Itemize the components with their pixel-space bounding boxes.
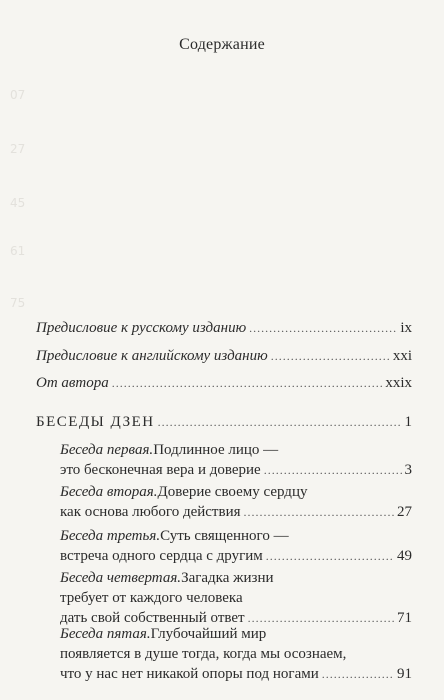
toc-entry-italic: Беседа вторая. — [60, 484, 158, 500]
dot-leader — [158, 412, 402, 432]
toc-line — [60, 664, 412, 684]
toc-page-number: 1 — [404, 414, 412, 430]
dot-leader — [271, 346, 390, 366]
bleed-through-mark: 61 — [10, 244, 26, 258]
dot-leader — [322, 664, 394, 684]
toc-line — [36, 346, 412, 366]
toc-entry-text: Суть священного — — [160, 528, 289, 544]
toc-line — [60, 644, 412, 664]
toc-page-number: 49 — [397, 548, 412, 564]
toc-line — [60, 624, 412, 644]
toc-entry-italic: Беседа третья. — [60, 528, 161, 544]
toc-line — [60, 546, 412, 566]
toc-line — [60, 460, 412, 480]
toc-page-number: ix — [400, 320, 412, 336]
toc-entry — [60, 624, 412, 684]
toc-entry-italic: Беседа четвертая. — [60, 570, 182, 586]
toc-line — [60, 502, 412, 522]
toc-line — [60, 440, 412, 460]
toc-section-heading — [36, 412, 412, 432]
page-title: Содержание — [179, 36, 265, 53]
bleed-through-mark: 45 — [10, 196, 26, 210]
bleed-through-mark: 07 — [10, 88, 26, 102]
toc-line — [36, 318, 412, 338]
toc-entry — [36, 373, 412, 393]
bleed-through-mark: 75 — [10, 296, 26, 310]
toc-entry — [60, 568, 412, 628]
toc-line — [60, 568, 412, 588]
toc-entry — [60, 526, 412, 566]
toc-entry-italic: Беседа первая. — [60, 442, 154, 458]
toc-line — [36, 373, 412, 393]
toc-entry-italic: Предисловие к английскому изданию — [36, 348, 268, 364]
toc-entry-text: Доверие своему сердцу — [157, 484, 308, 500]
toc-page-number: 3 — [404, 462, 412, 478]
dot-leader — [264, 460, 402, 480]
toc-entry-text: Подлинное лицо — — [153, 442, 279, 458]
toc-entry-italic: От автора — [36, 375, 109, 391]
toc-entry-text: БЕСЕДЫ ДЗЕН — [36, 414, 155, 430]
toc-entry — [60, 482, 412, 522]
toc-entry-italic: Предисловие к русскому изданию — [36, 320, 247, 336]
toc-line — [60, 526, 412, 546]
toc-entry — [36, 346, 412, 366]
toc-entry — [36, 318, 412, 338]
toc-line — [60, 588, 412, 608]
toc-entry-text: встреча одного сердца с другим — [60, 548, 263, 564]
bleed-through-mark: 27 — [10, 142, 26, 156]
dot-leader — [266, 546, 394, 566]
toc-page-number: xxix — [385, 375, 412, 391]
toc-entry-text: это бесконечная вера и доверие — [60, 462, 261, 478]
toc-entry-text: дать свой собственный ответ — [60, 610, 245, 626]
toc-entry — [60, 440, 412, 480]
toc-page-number: 27 — [397, 504, 412, 520]
toc-entry-text: как основа любого действия — [60, 504, 241, 520]
toc-line — [36, 412, 412, 432]
toc-page-number: xxi — [392, 348, 412, 364]
dot-leader — [249, 318, 397, 338]
toc-page-number: 91 — [397, 666, 412, 682]
toc-entry-text: появляется в душе тогда, когда мы осознаем, — [60, 646, 347, 662]
dot-leader — [112, 373, 383, 393]
dot-leader — [244, 502, 395, 522]
toc-entry-text: требует от каждого человека — [60, 590, 243, 606]
toc-entry-text: что у нас нет никакой опоры под ногами — [60, 666, 319, 682]
toc-entry-text: Глубочайший мир — [150, 626, 267, 642]
toc-entry-italic: Беседа пятая. — [60, 626, 151, 642]
toc-entry-text: Загадка жизни — [181, 570, 274, 586]
toc-line — [60, 482, 412, 502]
toc-page-number: 71 — [397, 610, 412, 626]
